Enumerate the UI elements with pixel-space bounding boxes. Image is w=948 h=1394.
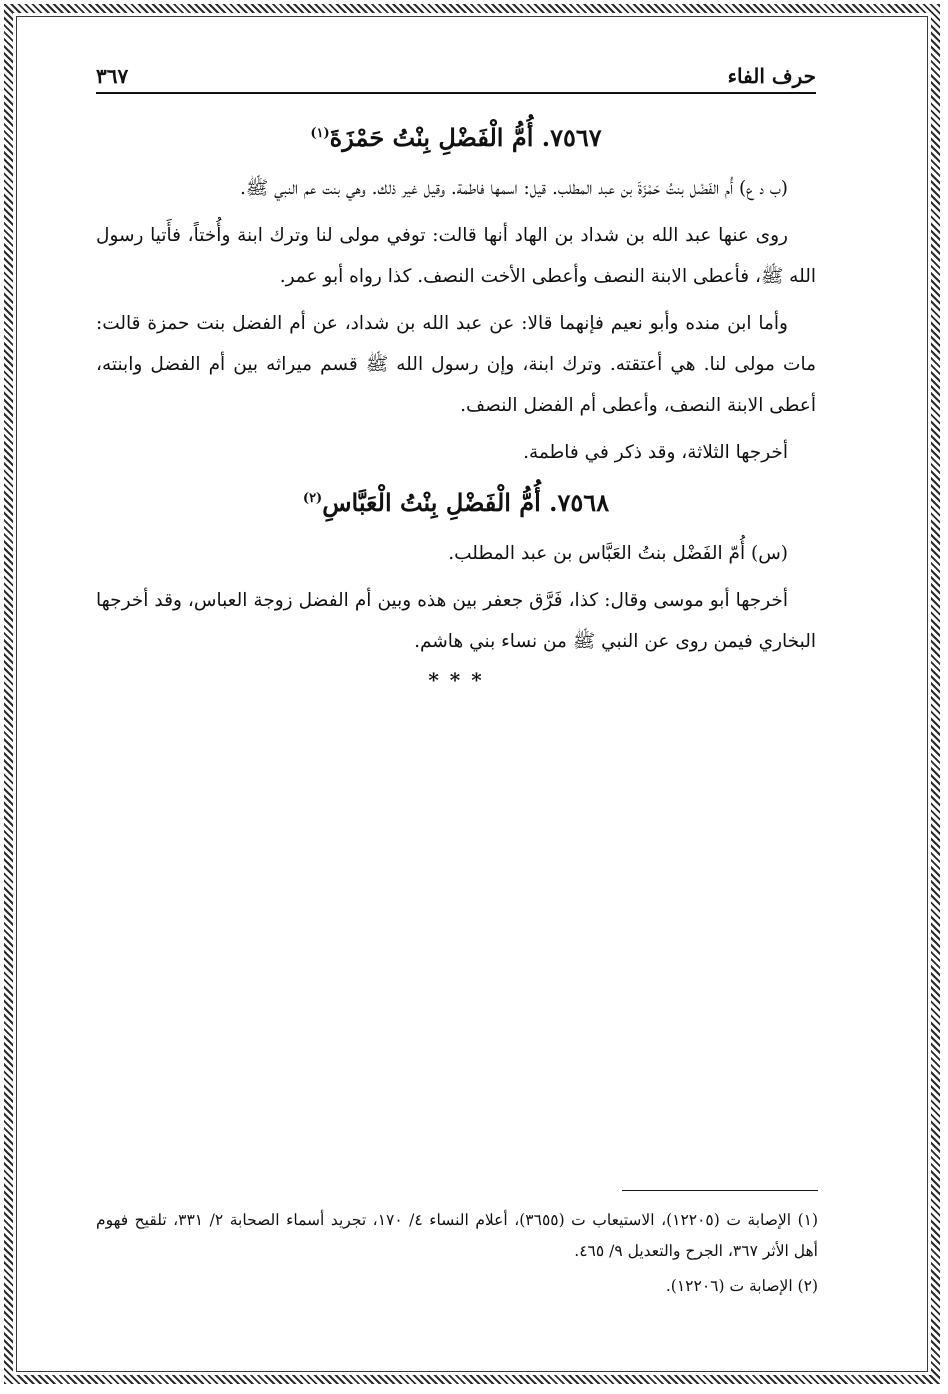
running-header: [96, 58, 816, 94]
running-title: حرف الفاء: [727, 64, 816, 88]
paragraph: (ب د ع) أُم الفَضْل بنتُ حَمْزَةَ بن عبد المطلب. قيل: اسمها فاطمة. وقيل غير ذلك. وهي بنت عم النبي ﷺ.: [240, 178, 788, 199]
main-content: [96, 108, 816, 692]
footnote-rule: [622, 1190, 818, 1191]
footnote: (٢) الإصابة ت (١٢٢٠٦).: [665, 1277, 818, 1295]
entry-heading-text: ٧٥٦٧. أُمُّ الْفَضْلِ بِنْتُ حَمْزَةَ: [329, 123, 602, 152]
footnote-marker: (٢): [302, 491, 323, 506]
footnote: (١) الإصابة ت (١٢٢٠٥)، الاستيعاب ت (٣٦٥٥)، أعلام النساء ٤/ ١٧٠، تجريد أسماء الصحابة ٢/ ٣٣١، تلقيح فهوم أهل الأثر ٣٦٧، الجرح والتعديل ٩/ ٤٦٥.: [96, 1211, 819, 1260]
paragraph: أخرجها الثلاثة، وقد ذكر في فاطمة.: [523, 442, 788, 463]
footnotes: [96, 1205, 818, 1306]
entry-heading: [96, 479, 816, 523]
entry-heading: [96, 114, 816, 158]
entry-heading-text: ٧٥٦٨. أُمُّ الْفَضْلِ بِنْتُ الْعَبَّاسِ: [322, 488, 610, 517]
paragraph: أخرجها أبو موسى وقال: كذا، فَرَّق جعفر بين هذه وبين أم الفضل زوجة العباس، وقد أخرجها البخاري فيمن روى عن النبي ﷺ من نساء بني هاشم.: [96, 590, 816, 652]
section-separator: * * *: [428, 668, 484, 692]
paragraph: (س) أُمّ الفَضْل بنتُ العَبَّاس بن عبد المطلب.: [448, 543, 788, 564]
paragraph: روى عنها عبد الله بن شداد بن الهاد أنها قالت: توفي مولى لنا وترك ابنة وأُختاً، فأَتيا رسول الله ﷺ، فأعطى الابنة النصف وأعطى الأخت النصف. كذا رواه أبو عمر.: [96, 225, 816, 287]
page-number: ٣٦٧: [96, 64, 129, 88]
footnote-marker: (١): [310, 126, 330, 141]
paragraph: وأما ابن منده وأبو نعيم فإنهما قالا: عن عبد الله بن شداد، عن أم الفضل بنت حمزة قالت: مات مولى لنا. هي أعتقته. وترك ابنة، وإن رسول الله ﷺ قسم ميراثه بين أم الفضل وابنته، أعطى الابنة النصف، وأعطى أم الفضل النصف.: [96, 313, 816, 416]
